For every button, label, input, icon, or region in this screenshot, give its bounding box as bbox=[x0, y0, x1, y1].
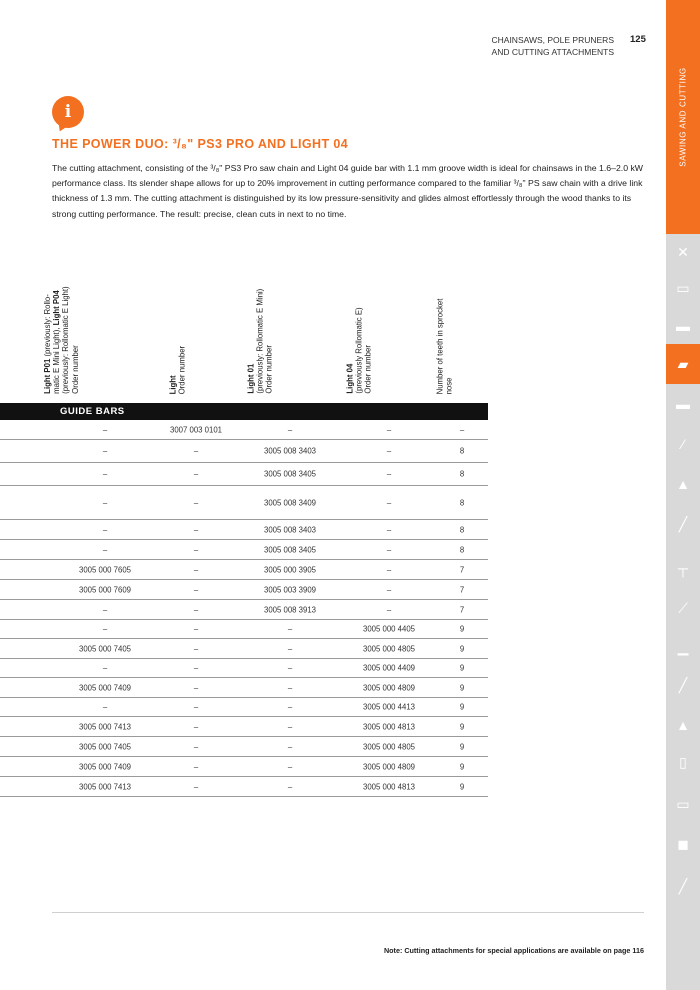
table-cell: 9 bbox=[459, 742, 465, 751]
table-row bbox=[0, 717, 488, 737]
table-cell: – bbox=[102, 498, 108, 507]
info-icon-glyph: i bbox=[64, 102, 72, 122]
table-cell: – bbox=[102, 446, 108, 456]
table-cell: – bbox=[193, 702, 199, 712]
column-header-2-bold: Light bbox=[168, 374, 178, 394]
column-header-4-line2: (previously Rollomatic E) bbox=[354, 307, 364, 394]
table-cell: – bbox=[386, 585, 392, 594]
blower-icon-glyph: ╱ bbox=[678, 677, 688, 693]
guide-bars-label: GUIDE BARS bbox=[60, 406, 125, 417]
column-header-3-line2: (previously: Rollomatic E Mini) bbox=[255, 289, 265, 394]
table-cell: 7 bbox=[459, 565, 465, 574]
table-row bbox=[0, 540, 488, 560]
table-cell: – bbox=[287, 702, 293, 712]
table-cell: – bbox=[386, 565, 392, 574]
pole-pruner-icon[interactable] bbox=[666, 548, 700, 588]
section-header-line2: AND CUTTING ATTACHMENTS bbox=[491, 47, 614, 57]
column-header-5-line2: nose bbox=[444, 377, 454, 394]
table-cell: 8 bbox=[459, 446, 465, 456]
intro-paragraph: The cutting attachment, consisting of the ³/₈" PS3 Pro saw chain and Light 04 guide bar with 1.1 mm groove width is ideal for chainsaws in the 1.6–2.0 kW performance class. Its slender shape allows for up to 20% improvement in cutting performance compared to the familiar ³/₈" PS saw chain with a drive link thickness of 1.3 mm. The cutting attachment is distinguished by its low pressure-sensitivity and glides almost effortlessly through the wood thanks to its strong cutting performance. The result: precise, clean cuts in next to no time. bbox=[52, 163, 643, 219]
bag-icon-glyph: ▭ bbox=[676, 796, 690, 812]
table-cell: 3005 000 7609 bbox=[78, 585, 132, 594]
phone-icon-glyph: ▲ bbox=[676, 717, 690, 733]
table-cell: 3005 000 7413 bbox=[78, 782, 132, 791]
column-header-1-line2: matic E Mini Light), bbox=[52, 325, 62, 394]
wheel-icon-glyph: ⟋ bbox=[678, 600, 688, 616]
table-cell: – bbox=[193, 545, 199, 554]
table-cell: 7 bbox=[459, 605, 465, 614]
table-cell: – bbox=[287, 782, 293, 791]
pole-icon[interactable] bbox=[666, 504, 700, 544]
table-cell: – bbox=[386, 545, 392, 554]
column-header-light-p01-p04 bbox=[43, 258, 140, 394]
table-cell: 3007 003 0101 bbox=[169, 425, 223, 434]
table-cell: 3005 000 7405 bbox=[78, 644, 132, 653]
table-cell: 3005 000 7413 bbox=[78, 722, 132, 731]
table-cell: – bbox=[102, 425, 108, 434]
table-cell: – bbox=[459, 425, 465, 434]
table-cell: – bbox=[102, 702, 108, 712]
table-cell: 3005 000 4805 bbox=[362, 742, 416, 751]
table-cell: – bbox=[287, 624, 293, 634]
table-cell: – bbox=[287, 762, 293, 771]
table-cell: 3005 000 4409 bbox=[362, 663, 416, 673]
table-cell: 3005 000 4809 bbox=[362, 762, 416, 771]
table-cell: – bbox=[287, 425, 293, 434]
table-cell: 3005 008 3403 bbox=[263, 525, 317, 534]
battery-icon[interactable] bbox=[666, 268, 700, 308]
table-cell: – bbox=[193, 762, 199, 771]
table-cell: 3005 008 3913 bbox=[263, 605, 317, 614]
footnote: Note: Cutting attachments for special applications are available on page 116 bbox=[383, 946, 644, 955]
table-cell: – bbox=[193, 782, 199, 791]
table-cell: – bbox=[102, 545, 108, 554]
table-cell: – bbox=[193, 624, 199, 634]
column-header-light bbox=[168, 258, 247, 394]
table-cell: 9 bbox=[459, 683, 465, 692]
table-cell: 3005 008 3405 bbox=[263, 469, 317, 479]
table-cell: – bbox=[193, 683, 199, 692]
table-row bbox=[0, 520, 488, 540]
table-cell: 3005 003 3909 bbox=[263, 585, 317, 594]
section-header bbox=[440, 34, 614, 58]
column-header-1-bold2: Light P04 bbox=[52, 290, 62, 326]
table-cell: – bbox=[193, 446, 199, 456]
bag-icon[interactable] bbox=[666, 784, 700, 824]
table-cell: 8 bbox=[459, 498, 465, 507]
table-cell: – bbox=[386, 425, 392, 434]
table-cell: – bbox=[386, 525, 392, 534]
table-cell: 9 bbox=[459, 722, 465, 731]
column-header-1-bold1: Light P01 bbox=[43, 358, 53, 394]
table-cell: – bbox=[102, 605, 108, 614]
table-row bbox=[0, 440, 488, 463]
blade-icon-glyph: ▬ bbox=[676, 396, 690, 412]
pack-icon-glyph: ▬ bbox=[676, 318, 690, 334]
chainsaw-icon-glyph: ▰ bbox=[677, 356, 689, 372]
table-cell: – bbox=[193, 565, 199, 574]
column-header-1-line1: (previously: Rollo- bbox=[43, 294, 53, 359]
table-cell: – bbox=[287, 644, 293, 653]
table-cell: 3005 008 3403 bbox=[263, 446, 317, 456]
column-header-light-01 bbox=[246, 258, 334, 394]
table-cell: – bbox=[193, 742, 199, 751]
table-cell: 3005 008 3405 bbox=[263, 545, 317, 554]
table-cell: – bbox=[287, 683, 293, 692]
table-cell: 3005 000 4413 bbox=[362, 702, 416, 712]
table-cell: – bbox=[193, 585, 199, 594]
wheel-icon[interactable] bbox=[666, 588, 700, 628]
shirt-icon[interactable] bbox=[666, 866, 700, 906]
box-icon[interactable] bbox=[666, 742, 700, 782]
blade-icon[interactable] bbox=[666, 384, 700, 424]
pruner-icon[interactable] bbox=[666, 424, 700, 464]
table-cell: 3005 008 3409 bbox=[263, 498, 317, 507]
table-cell: 3005 000 4813 bbox=[362, 782, 416, 791]
table-cell: 9 bbox=[459, 663, 465, 673]
shirt-icon-glyph: ╱ bbox=[678, 878, 688, 894]
table-cell: – bbox=[102, 469, 108, 479]
pole-pruner-icon-glyph: ┬ bbox=[678, 560, 688, 576]
table-cell: 3005 000 4809 bbox=[362, 683, 416, 692]
table-row bbox=[0, 639, 488, 659]
hedge-trimmer-icon-glyph: ▲ bbox=[676, 476, 690, 492]
table-cell: – bbox=[386, 446, 392, 456]
column-header-light-04 bbox=[345, 258, 433, 394]
table-cell: – bbox=[102, 525, 108, 534]
axe-icon-glyph: ◼ bbox=[677, 836, 689, 852]
table-row bbox=[0, 580, 488, 600]
table-row bbox=[0, 420, 488, 440]
table-row bbox=[0, 600, 488, 620]
column-header-1-line3: (previously: Rollomatic E Light) bbox=[61, 286, 71, 394]
table-cell: 7 bbox=[459, 585, 465, 594]
table-cell: – bbox=[287, 663, 293, 673]
brush-icon[interactable] bbox=[666, 627, 700, 667]
chainsaw-tools-icon[interactable] bbox=[666, 232, 700, 272]
table-row bbox=[0, 620, 488, 639]
table-row bbox=[0, 757, 488, 777]
table-cell: – bbox=[193, 605, 199, 614]
table-row bbox=[0, 777, 488, 797]
table-cell: 9 bbox=[459, 644, 465, 653]
brush-icon-glyph: ▁ bbox=[677, 639, 689, 655]
table-cell: – bbox=[193, 498, 199, 507]
table-cell: 8 bbox=[459, 545, 465, 554]
footer-divider bbox=[52, 912, 644, 913]
table-cell: 3005 000 4805 bbox=[362, 644, 416, 653]
pruner-icon-glyph: ⁄ bbox=[681, 436, 685, 452]
table-cell: 3005 000 3905 bbox=[263, 565, 317, 574]
table-cell: – bbox=[193, 644, 199, 653]
table-row bbox=[0, 560, 488, 580]
table-cell: – bbox=[193, 525, 199, 534]
table-cell: – bbox=[386, 498, 392, 507]
column-header-5-line1: Number of teeth in sprocket bbox=[435, 298, 445, 394]
table-row bbox=[0, 486, 488, 520]
page-number: 125 bbox=[630, 34, 646, 45]
pole-icon-glyph: ╱ bbox=[678, 516, 688, 532]
table-cell: – bbox=[193, 663, 199, 673]
axe-icon[interactable] bbox=[666, 824, 700, 864]
battery-icon-glyph: ▭ bbox=[676, 280, 690, 296]
column-header-teeth bbox=[435, 258, 514, 394]
table-cell: 3005 000 4405 bbox=[362, 624, 416, 634]
chainsaw-icon[interactable] bbox=[666, 344, 700, 384]
table-cell: – bbox=[386, 469, 392, 479]
column-header-1-line4: Order number bbox=[70, 345, 80, 394]
table-cell: 3005 000 7605 bbox=[78, 565, 132, 574]
table-row bbox=[0, 659, 488, 678]
column-header-2-line2: Order number bbox=[177, 345, 187, 394]
chainsaw-tools-icon-glyph: ✕ bbox=[677, 244, 689, 260]
box-icon-glyph: ▯ bbox=[679, 754, 687, 770]
table-cell: – bbox=[102, 663, 108, 673]
table-cell: 8 bbox=[459, 525, 465, 534]
table-cell: – bbox=[193, 722, 199, 731]
phone-icon[interactable] bbox=[666, 705, 700, 745]
side-tab-label: SAWING AND CUTTING bbox=[678, 67, 688, 167]
column-header-3-line3: Order number bbox=[264, 345, 274, 394]
guide-bars-section-bar bbox=[0, 403, 488, 420]
table-row bbox=[0, 463, 488, 486]
page-title: THE POWER DUO: ³/₈" PS3 PRO AND LIGHT 04 bbox=[52, 137, 349, 151]
section-header-line1: CHAINSAWS, POLE PRUNERS bbox=[491, 35, 614, 45]
table-row bbox=[0, 678, 488, 698]
table-row bbox=[0, 737, 488, 757]
table-cell: – bbox=[386, 605, 392, 614]
table-row bbox=[0, 698, 488, 717]
table-cell: – bbox=[287, 722, 293, 731]
column-header-4-line3: Order number bbox=[363, 345, 373, 394]
table-cell: 9 bbox=[459, 624, 465, 634]
column-header-4-bold: Light 04 bbox=[345, 364, 355, 394]
table-cell: 8 bbox=[459, 469, 465, 479]
table-cell: – bbox=[287, 742, 293, 751]
table-cell: 9 bbox=[459, 782, 465, 791]
table-cell: 3005 000 7409 bbox=[78, 683, 132, 692]
table-cell: 9 bbox=[459, 702, 465, 712]
table-cell: 9 bbox=[459, 762, 465, 771]
info-icon bbox=[52, 96, 84, 128]
table-cell: 3005 000 7405 bbox=[78, 742, 132, 751]
table-cell: – bbox=[193, 469, 199, 479]
blower-icon[interactable] bbox=[666, 665, 700, 705]
table-cell: 3005 000 7409 bbox=[78, 762, 132, 771]
table-cell: – bbox=[102, 624, 108, 634]
pack-icon[interactable] bbox=[666, 306, 700, 346]
table-cell: 3005 000 4813 bbox=[362, 722, 416, 731]
hedge-trimmer-icon[interactable] bbox=[666, 464, 700, 504]
column-header-3-bold: Light 01 bbox=[246, 364, 256, 394]
